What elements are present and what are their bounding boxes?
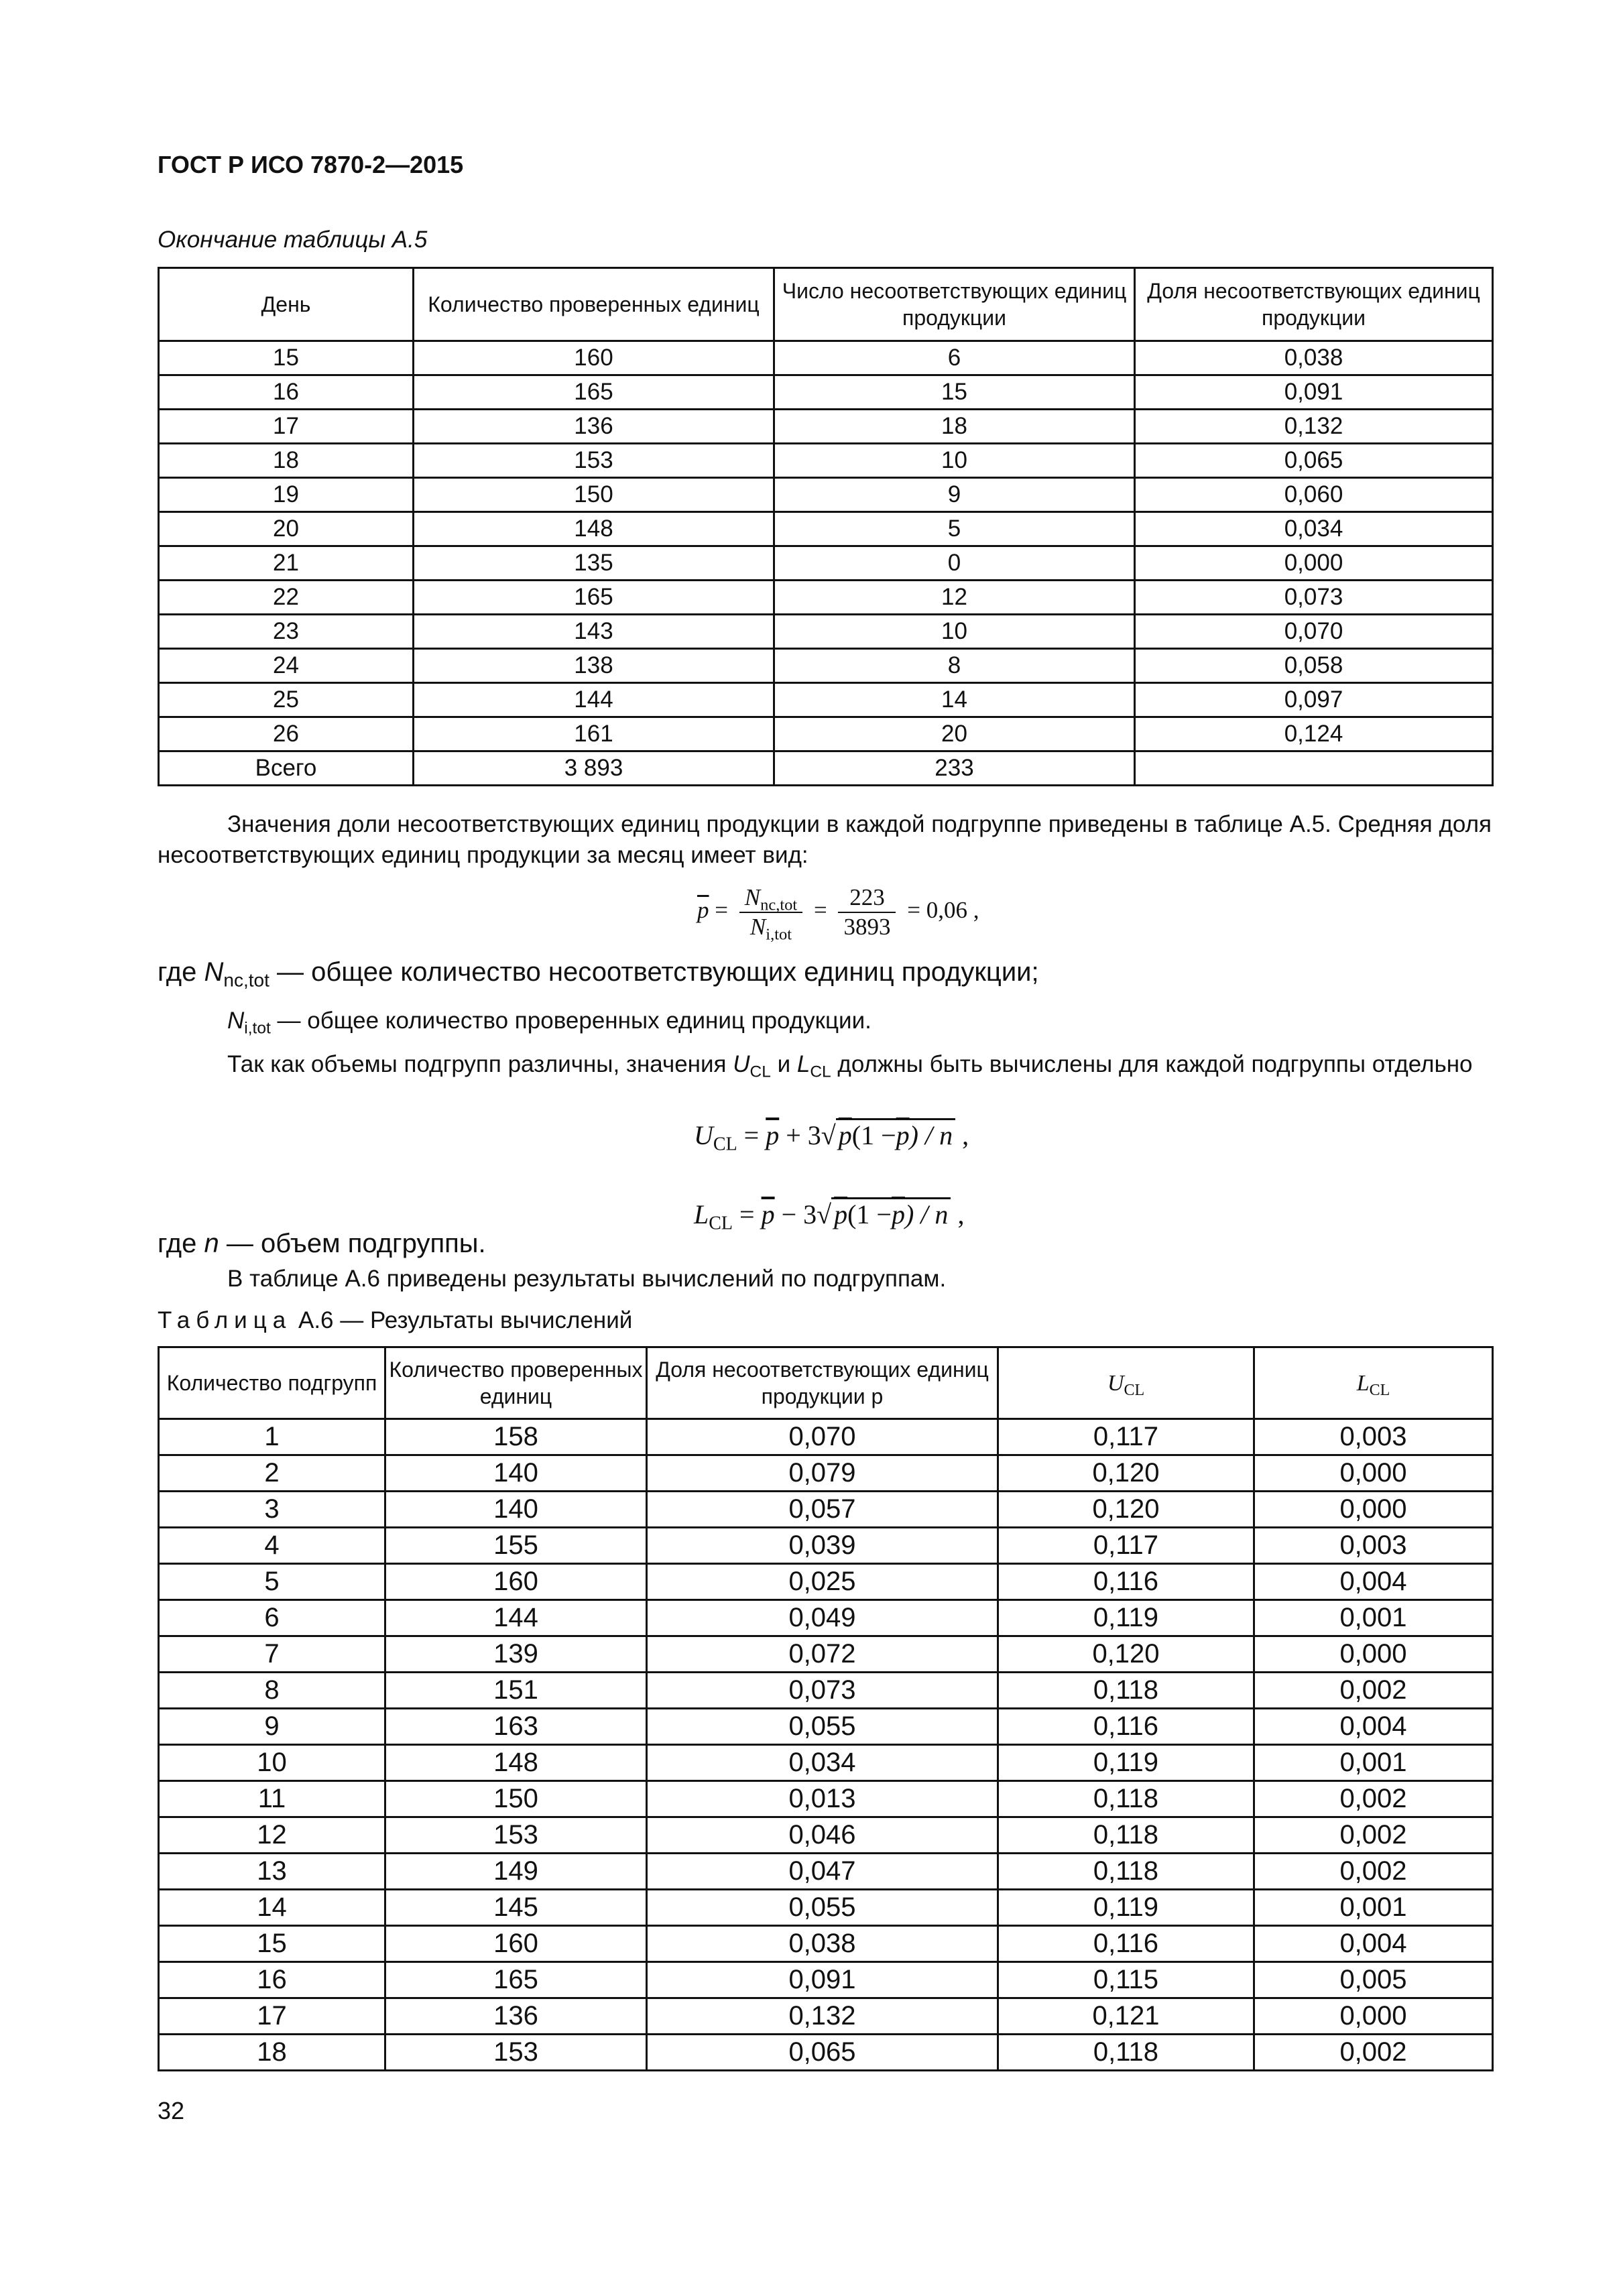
table-cell: 18 (774, 410, 1135, 444)
lcl-lhs-sub: CL (709, 1213, 733, 1234)
ucl-lhs-var: U (694, 1120, 713, 1150)
table-cell: 0,116 (998, 1709, 1254, 1745)
column-header-proportion: Доля несоответствующих единиц продукции p (647, 1347, 998, 1419)
table-cell: 140 (385, 1492, 647, 1528)
table-cell: 0,046 (647, 1817, 998, 1854)
table-cell: 0,003 (1254, 1419, 1493, 1455)
table-cell: 0,000 (1254, 1492, 1493, 1528)
table-cell: 0,065 (1135, 444, 1493, 478)
document-header: ГОСТ Р ИСО 7870-2—2015 (158, 151, 464, 178)
formula-p-den-var: N (749, 914, 766, 940)
table-row (159, 581, 1493, 615)
table-cell: 4 (159, 1528, 385, 1564)
table-cell: 0,116 (998, 1564, 1254, 1600)
table-cell: 0,000 (1135, 546, 1493, 581)
table-row (159, 1600, 1493, 1636)
lcl-p-bar: $\overline{p}$ (761, 1199, 775, 1229)
table-cell: 14 (159, 1890, 385, 1926)
since-text-a: Так как объемы подгрупп различны, значения (227, 1051, 727, 1077)
table-cell: 0,132 (647, 1998, 998, 2035)
symbol-u: U (733, 1051, 750, 1077)
table-cell: 0,001 (1254, 1600, 1493, 1636)
table-cell: 0,117 (998, 1528, 1254, 1564)
table-cell: 0,118 (998, 1817, 1254, 1854)
lcl-header-var: L (1356, 1370, 1370, 1396)
symbol-l: L (796, 1051, 810, 1077)
table-cell: 0,117 (998, 1419, 1254, 1455)
table-cell: 160 (385, 1926, 647, 1962)
table-cell: 0,057 (647, 1492, 998, 1528)
table-cell: 19 (159, 478, 414, 512)
table-cell: 20 (774, 717, 1135, 751)
table-cell: 24 (159, 649, 414, 683)
lcl-op: − 3 (781, 1199, 817, 1229)
table-cell: 0,121 (998, 1998, 1254, 2035)
table-cell: 0,120 (998, 1455, 1254, 1492)
formula-p-result: = 0,06 , (907, 897, 979, 924)
formula-p-num-sub: nc,tot (760, 896, 798, 914)
table-cell: 6 (159, 1600, 385, 1636)
table-cell: 150 (385, 1781, 647, 1817)
table-cell: 153 (414, 444, 774, 478)
table-cell: 8 (774, 649, 1135, 683)
table-cell: 0,000 (1254, 1455, 1493, 1492)
table-cell: 0,038 (1135, 341, 1493, 375)
table-cell: 0,002 (1254, 1817, 1493, 1854)
table-cell: 10 (159, 1745, 385, 1781)
definition-ni-tot (227, 1006, 871, 1036)
table-cell: 0,025 (647, 1564, 998, 1600)
ucl-lhs-sub: CL (713, 1134, 737, 1155)
lcl-header-sub: CL (1369, 1381, 1390, 1399)
intro-paragraph: Значения доли несоответствующих единиц продукции в каждой подгруппе приведены в таблице А.5. Средняя доля несоответствующих единиц продукции за месяц имеет вид: (158, 811, 1492, 868)
table-cell: 0,004 (1254, 1564, 1493, 1600)
table-cell: 165 (414, 581, 774, 615)
definition-n (158, 1229, 486, 1259)
table-cell: 0,002 (1254, 1781, 1493, 1817)
formula-p-fraction-numeric (838, 884, 896, 941)
table-cell: 0,038 (647, 1926, 998, 1962)
symbol-cl-sub: CL (749, 1063, 771, 1081)
table-cell: 0,118 (998, 1781, 1254, 1817)
table-cell: 5 (159, 1564, 385, 1600)
lcl-formula (694, 1199, 965, 1234)
where-prefix: где (158, 957, 197, 987)
table-cell: 12 (774, 581, 1135, 615)
table-row (159, 717, 1493, 751)
table-cell: 0,004 (1254, 1926, 1493, 1962)
definition-n-text: — объем подгруппы. (226, 1229, 486, 1258)
formula-p-den-val: 3893 (843, 914, 891, 940)
table-cell: 161 (414, 717, 774, 751)
table-cell: 148 (385, 1745, 647, 1781)
table-cell: 17 (159, 410, 414, 444)
formula-p-eq-2: = (813, 897, 827, 924)
sqrt-sign: √ (821, 1120, 836, 1150)
table-cell: 11 (159, 1781, 385, 1817)
ucl-eq: = (743, 1120, 760, 1150)
table-row (159, 1962, 1493, 1998)
table-cell: 150 (414, 478, 774, 512)
lcl-end: , (957, 1199, 965, 1229)
symbol-cl-sub: CL (810, 1063, 831, 1081)
table-cell: 0,034 (647, 1745, 998, 1781)
table-cell: 138 (414, 649, 774, 683)
table-cell: 139 (385, 1636, 647, 1673)
table-cell: 0,120 (998, 1492, 1254, 1528)
ucl-p-bar: $\overline{p}$ (766, 1120, 780, 1150)
table-cell: 5 (774, 512, 1135, 546)
table-cell: 0,001 (1254, 1745, 1493, 1781)
subgroup-limits-paragraph (158, 1049, 1492, 1080)
table-row (159, 1817, 1493, 1854)
table-cell: 13 (159, 1854, 385, 1890)
table-cell: 233 (774, 751, 1135, 786)
table-cell: 0,115 (998, 1962, 1254, 1998)
table-cell: 0,073 (647, 1673, 998, 1709)
column-header-nonconforming-count: Число несоответствующих единиц продукции (774, 268, 1135, 341)
table-row (159, 478, 1493, 512)
table-cell: 149 (385, 1854, 647, 1890)
table-cell: 22 (159, 581, 414, 615)
table-cell: 9 (159, 1709, 385, 1745)
table-cell: 0,039 (647, 1528, 998, 1564)
sqrt-sign: √ (817, 1199, 832, 1229)
table-cell: 21 (159, 546, 414, 581)
table-cell: 136 (385, 1998, 647, 2035)
table-cell: 0,055 (647, 1709, 998, 1745)
table-cell: 0,118 (998, 2035, 1254, 2071)
table-a6-caption (158, 1307, 632, 1334)
table-cell: 0,118 (998, 1673, 1254, 1709)
table-cell: 0,060 (1135, 478, 1493, 512)
table-cell: 0,120 (998, 1636, 1254, 1673)
table-cell: 0,001 (1254, 1890, 1493, 1926)
table-cell: 0,119 (998, 1745, 1254, 1781)
since-text-c: должны быть вычислены для каждой подгруппы отдельно (837, 1051, 1473, 1077)
lcl-rad-p: p (834, 1199, 848, 1229)
ucl-header-var: U (1107, 1370, 1124, 1396)
table-cell: 25 (159, 683, 414, 717)
table-header-row (159, 1347, 1493, 1419)
table-row (159, 1998, 1493, 2035)
since-text-b: и (777, 1051, 791, 1077)
symbol-n: N (204, 957, 224, 987)
column-header-ucl (998, 1347, 1254, 1419)
table-cell: 16 (159, 375, 414, 410)
table-cell: 0,091 (1135, 375, 1493, 410)
table-cell: 145 (385, 1890, 647, 1926)
formula-p-eq: = (715, 897, 728, 924)
column-header-inspected: Количество проверенных единиц (414, 268, 774, 341)
table-cell: 0,049 (647, 1600, 998, 1636)
table-cell: 144 (414, 683, 774, 717)
table-row (159, 410, 1493, 444)
table-cell: 3 893 (414, 751, 774, 786)
table-cell: 0,070 (1135, 615, 1493, 649)
table-cell: 0,072 (647, 1636, 998, 1673)
table-cell: 10 (774, 615, 1135, 649)
table-row (159, 1854, 1493, 1890)
table-cell: 0,003 (1254, 1528, 1493, 1564)
table-cell: 0,132 (1135, 410, 1493, 444)
table-row (159, 1636, 1493, 1673)
table-cell: 160 (414, 341, 774, 375)
table-cell: 0,070 (647, 1419, 998, 1455)
table-row (159, 1673, 1493, 1709)
table-cell: 17 (159, 1998, 385, 2035)
column-header-inspected: Количество проверенных единиц (385, 1347, 647, 1419)
table-cell: 15 (159, 1926, 385, 1962)
definition-nnc-tot (158, 957, 1039, 991)
ucl-op: + 3 (786, 1120, 821, 1150)
symbol-nc-tot-sub: nc,tot (223, 969, 269, 991)
table-cell: 0,002 (1254, 2035, 1493, 2071)
table-cell: 23 (159, 615, 414, 649)
table-cell: 0,065 (647, 2035, 998, 2071)
ucl-formula (694, 1120, 969, 1155)
lcl-rad-d: ) / n (905, 1199, 949, 1229)
table-cell: 2 (159, 1455, 385, 1492)
table-row (159, 1745, 1493, 1781)
table-row (159, 444, 1493, 478)
table-a5-caption: Окончание таблицы А.5 (158, 227, 428, 253)
column-header-lcl (1254, 1347, 1493, 1419)
table-cell: 153 (385, 1817, 647, 1854)
table-cell: 6 (774, 341, 1135, 375)
symbol-i-tot-sub: i,tot (244, 1019, 271, 1038)
table-cell: 144 (385, 1600, 647, 1636)
table-cell: 160 (385, 1564, 647, 1600)
table-row (159, 375, 1493, 410)
table-cell: 0,004 (1254, 1709, 1493, 1745)
table-cell: 0,091 (647, 1962, 998, 1998)
table-row (159, 1781, 1493, 1817)
column-header-day: День (159, 268, 414, 341)
table-row (159, 546, 1493, 581)
ucl-radicand (836, 1118, 955, 1150)
table-cell: 3 (159, 1492, 385, 1528)
table-cell: 0,005 (1254, 1962, 1493, 1998)
table-cell: 15 (774, 375, 1135, 410)
table-cell: 15 (159, 341, 414, 375)
ucl-rad-p2: $\overline{p}$ (896, 1120, 910, 1150)
table-cell: 26 (159, 717, 414, 751)
table-cell: 0,047 (647, 1854, 998, 1890)
table-cell: 0,118 (998, 1854, 1254, 1890)
table-row (159, 1528, 1493, 1564)
ucl-header-sub: CL (1124, 1381, 1145, 1399)
table-cell: 12 (159, 1817, 385, 1854)
column-header-subgroup: Количество подгрупп (159, 1347, 385, 1419)
table-total-row (159, 751, 1493, 786)
table-cell: 0,002 (1254, 1673, 1493, 1709)
table-cell: 0 (774, 546, 1135, 581)
ucl-rad-b: (1 − (851, 1120, 896, 1150)
table-cell: 0,119 (998, 1890, 1254, 1926)
table-cell: 0,000 (1254, 1998, 1493, 2035)
table-row (159, 683, 1493, 717)
table-cell: 0,055 (647, 1890, 998, 1926)
table-cell: 16 (159, 1962, 385, 1998)
table-cell: 148 (414, 512, 774, 546)
table-row (159, 2035, 1493, 2071)
table-row (159, 1492, 1493, 1528)
mean-proportion-formula (697, 884, 979, 944)
table-cell: 10 (774, 444, 1135, 478)
table-cell: 0,002 (1254, 1854, 1493, 1890)
table-cell: 18 (159, 444, 414, 478)
table-cell: 0,058 (1135, 649, 1493, 683)
table-a6-caption-label: Таблица (158, 1307, 292, 1333)
table-cell: 158 (385, 1419, 647, 1455)
table-cell: 0,079 (647, 1455, 998, 1492)
table-cell: 165 (414, 375, 774, 410)
lcl-eq: = (739, 1199, 755, 1229)
ucl-rad-p: p (838, 1120, 852, 1150)
table-cell: 1 (159, 1419, 385, 1455)
table-row (159, 1890, 1493, 1926)
table-row (159, 1926, 1493, 1962)
definition-ni-text: — общее количество проверенных единиц продукции. (277, 1008, 871, 1034)
table-cell: 14 (774, 683, 1135, 717)
table-cell: 18 (159, 2035, 385, 2071)
formula-p-fraction-symbolic (739, 884, 802, 944)
table-cell: 165 (385, 1962, 647, 1998)
table-cell: 155 (385, 1528, 647, 1564)
table-row (159, 649, 1493, 683)
definition-nnc-text: — общее количество несоответствующих единиц продукции; (277, 957, 1039, 987)
table-cell: 20 (159, 512, 414, 546)
table-cell: 0,124 (1135, 717, 1493, 751)
table-cell: 0,000 (1254, 1636, 1493, 1673)
table-header-row (159, 268, 1493, 341)
formula-p-den-sub: i,tot (766, 925, 792, 944)
symbol-n-lower: n (204, 1229, 219, 1258)
table-cell: 0,034 (1135, 512, 1493, 546)
lcl-rad-b: (1 − (847, 1199, 892, 1229)
table-cell: 9 (774, 478, 1135, 512)
where-prefix: где (158, 1229, 197, 1258)
table-cell: 151 (385, 1673, 647, 1709)
ucl-rad-d: ) / n (909, 1120, 953, 1150)
table-a6-caption-rest: А.6 — Результаты вычислений (298, 1307, 633, 1333)
lcl-rad-p2: $\overline{p}$ (892, 1199, 905, 1229)
page-number: 32 (158, 2097, 185, 2124)
table-cell: 143 (414, 615, 774, 649)
ucl-end: , (962, 1120, 969, 1150)
table-a6 (158, 1346, 1494, 2071)
table-cell (1135, 751, 1493, 786)
table-row (159, 512, 1493, 546)
table-row (159, 1564, 1493, 1600)
table-cell: 135 (414, 546, 774, 581)
symbol-n: N (227, 1008, 245, 1034)
table-a6-intro: В таблице А.6 приведены результаты вычислений по подгруппам. (227, 1266, 947, 1292)
table-cell: 0,073 (1135, 581, 1493, 615)
table-cell: 0,116 (998, 1926, 1254, 1962)
table-row (159, 1419, 1493, 1455)
table-row (159, 615, 1493, 649)
table-cell: 163 (385, 1709, 647, 1745)
column-header-nonconforming-share: Доля несоответствующих единиц продукции (1135, 268, 1493, 341)
table-cell: 8 (159, 1673, 385, 1709)
table-row (159, 1709, 1493, 1745)
lcl-lhs-var: L (694, 1199, 709, 1229)
table-row (159, 1455, 1493, 1492)
table-cell: 136 (414, 410, 774, 444)
table-cell: 0,097 (1135, 683, 1493, 717)
table-cell: 0,013 (647, 1781, 998, 1817)
formula-p-num-var: N (744, 884, 761, 910)
formula-p-num-val: 223 (838, 884, 896, 913)
table-a5 (158, 267, 1494, 786)
table-cell: 153 (385, 2035, 647, 2071)
formula-p-lhs: $\overline{p}$ (697, 897, 709, 924)
table-row (159, 341, 1493, 375)
table-cell: Всего (159, 751, 414, 786)
table-cell: 7 (159, 1636, 385, 1673)
table-cell: 140 (385, 1455, 647, 1492)
lcl-radicand (831, 1197, 951, 1229)
table-cell: 0,119 (998, 1600, 1254, 1636)
